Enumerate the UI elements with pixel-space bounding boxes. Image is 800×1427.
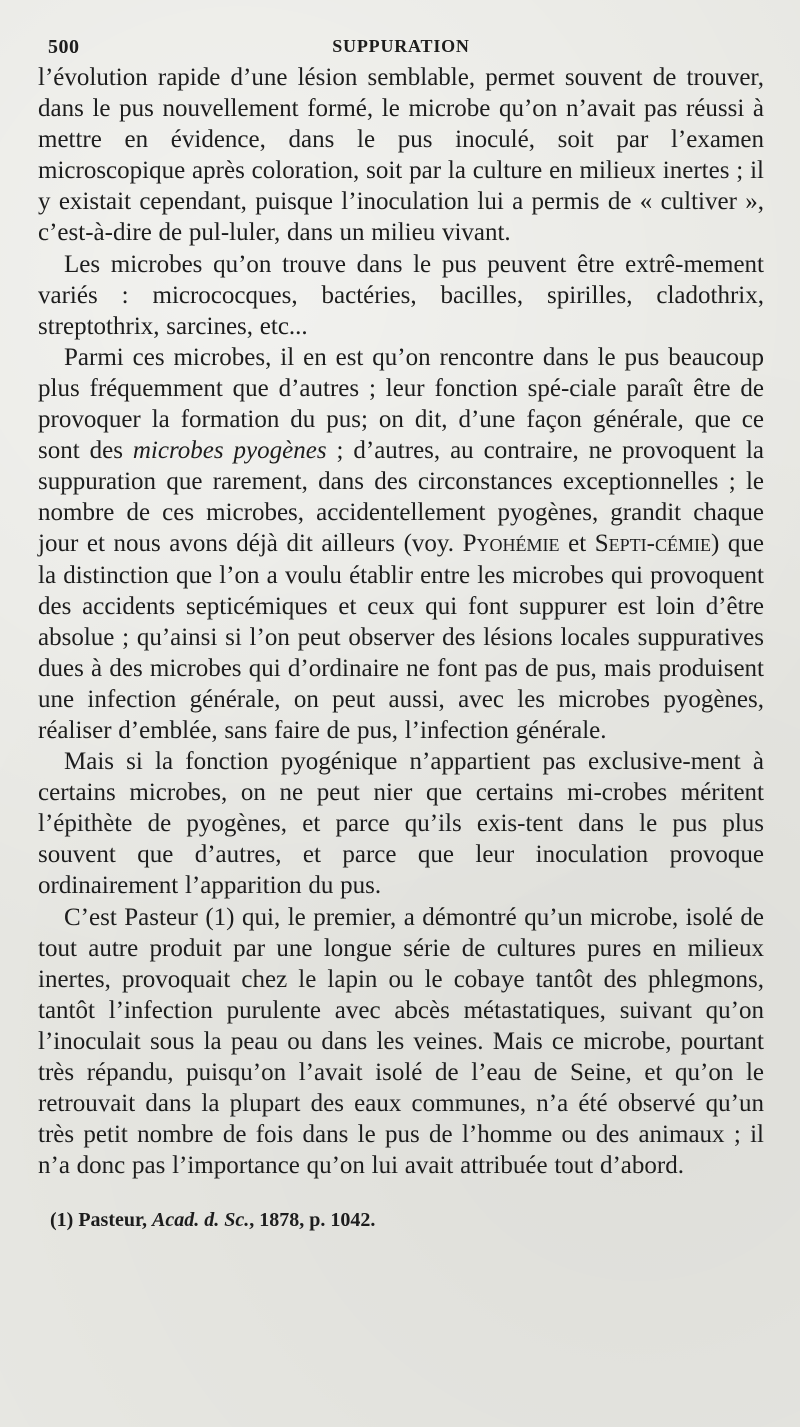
text-run: Parmi ces microbes, il en est qu’on rencontre dans le pus beaucoup plus fréquemment que d’autres ; leur fonction spé-ciale paraît être de provoquer la formation du pus; on dit, d’une façon générale, que ce sont des	[38, 343, 764, 465]
text-run: C’est Pasteur (1) qui, le premier, a démontré qu’un microbe, isolé de tout autre produit par une longue série de cultures pures en milieux inertes, provoquait chez le lapin ou le cobaye tantôt des phlegmons, tantôt l’infection purulente avec abcès métastatiques, suivant qu’on l’inoculait sous la peau ou dans les veines. Mais ce microbe, pourtant très répandu, puisqu’on l’avait isolé de l’eau de Seine, et qu’on le retrouvait dans la plupart des eaux communes, n’a été observé qu’un très petit nombre de fois dans le pus de l’homme ou des animaux ; il n’a donc pas l’importance qu’on lui avait attribuée tout d’abord.	[38, 903, 764, 1180]
small-caps-term: Septi-cémie	[594, 530, 711, 558]
text-run: ) que la distinction que l’on a voulu établir entre les microbes qui provoquent des accidents septicémiques et ceux qui font suppurer est loin d’être absolue ; qu’ainsi si l’on peut observer des lésions locales suppuratives dues à des microbes qui d’ordinaire ne font pas de pus, mais produisent une infection générale, on peut aussi, avec les microbes pyogènes, réaliser d’emblée, sans faire de pus, l’infection générale.	[38, 530, 764, 744]
small-caps-term: Pyohémie	[462, 530, 560, 558]
page-header	[38, 28, 764, 62]
text-run: ; d’autres, au contraire, ne provoquent la suppuration que rarement, dans des circonstances exceptionnelles ; le nombre de ces microbes, accidentellement pyogènes, grandit chaque jour et nous avons déjà dit ailleurs (voy.	[38, 437, 764, 558]
text-run: Mais si la fonction pyogénique n’appartient pas exclusive-ment à certains microbes, on ne peut nier que certains mi-crobes méritent l’épithète de pyogènes, et parce qu’ils exis-tent dans le pus plus souvent que d’autres, et parce que leur inoculation provoque ordinairement l’apparition du pus.	[38, 748, 764, 900]
paragraph	[38, 342, 764, 746]
body-text	[38, 62, 764, 1181]
footnote-source: Acad. d. Sc.	[152, 1209, 250, 1232]
paragraph	[38, 902, 764, 1182]
text-run: et	[559, 530, 595, 558]
italic-term: microbes pyogènes	[132, 437, 327, 465]
footnote-author: Pasteur,	[78, 1209, 148, 1232]
running-title: SUPPURATION	[332, 36, 470, 56]
paragraph	[38, 62, 764, 249]
text-run: Les microbes qu’on trouve dans le pus peuvent être extrê-mement variés : micrococques, bactéries, bacilles, spirilles, cladothrix, streptothrix, sarcines, etc...	[38, 250, 764, 340]
page-number: 500	[48, 36, 80, 58]
footnote-details: , 1878, p. 1042.	[249, 1209, 376, 1232]
text-run: l’évolution rapide d’une lésion semblable, permet souvent de trouver, dans le pus nouvellement formé, le microbe qu’on n’avait pas réussi à mettre en évidence, dans le pus inoculé, soit par l’examen microscopique après coloration, soit par la culture en milieux inertes ; il y existait cependant, puisque l’inoculation lui a permis de « cultiver », c’est-à-dire de pul-luler, dans un milieu vivant.	[38, 64, 764, 247]
footnote-marker: (1)	[50, 1209, 74, 1232]
footnote	[38, 1206, 764, 1234]
paragraph	[38, 746, 764, 901]
paragraph	[38, 249, 764, 342]
